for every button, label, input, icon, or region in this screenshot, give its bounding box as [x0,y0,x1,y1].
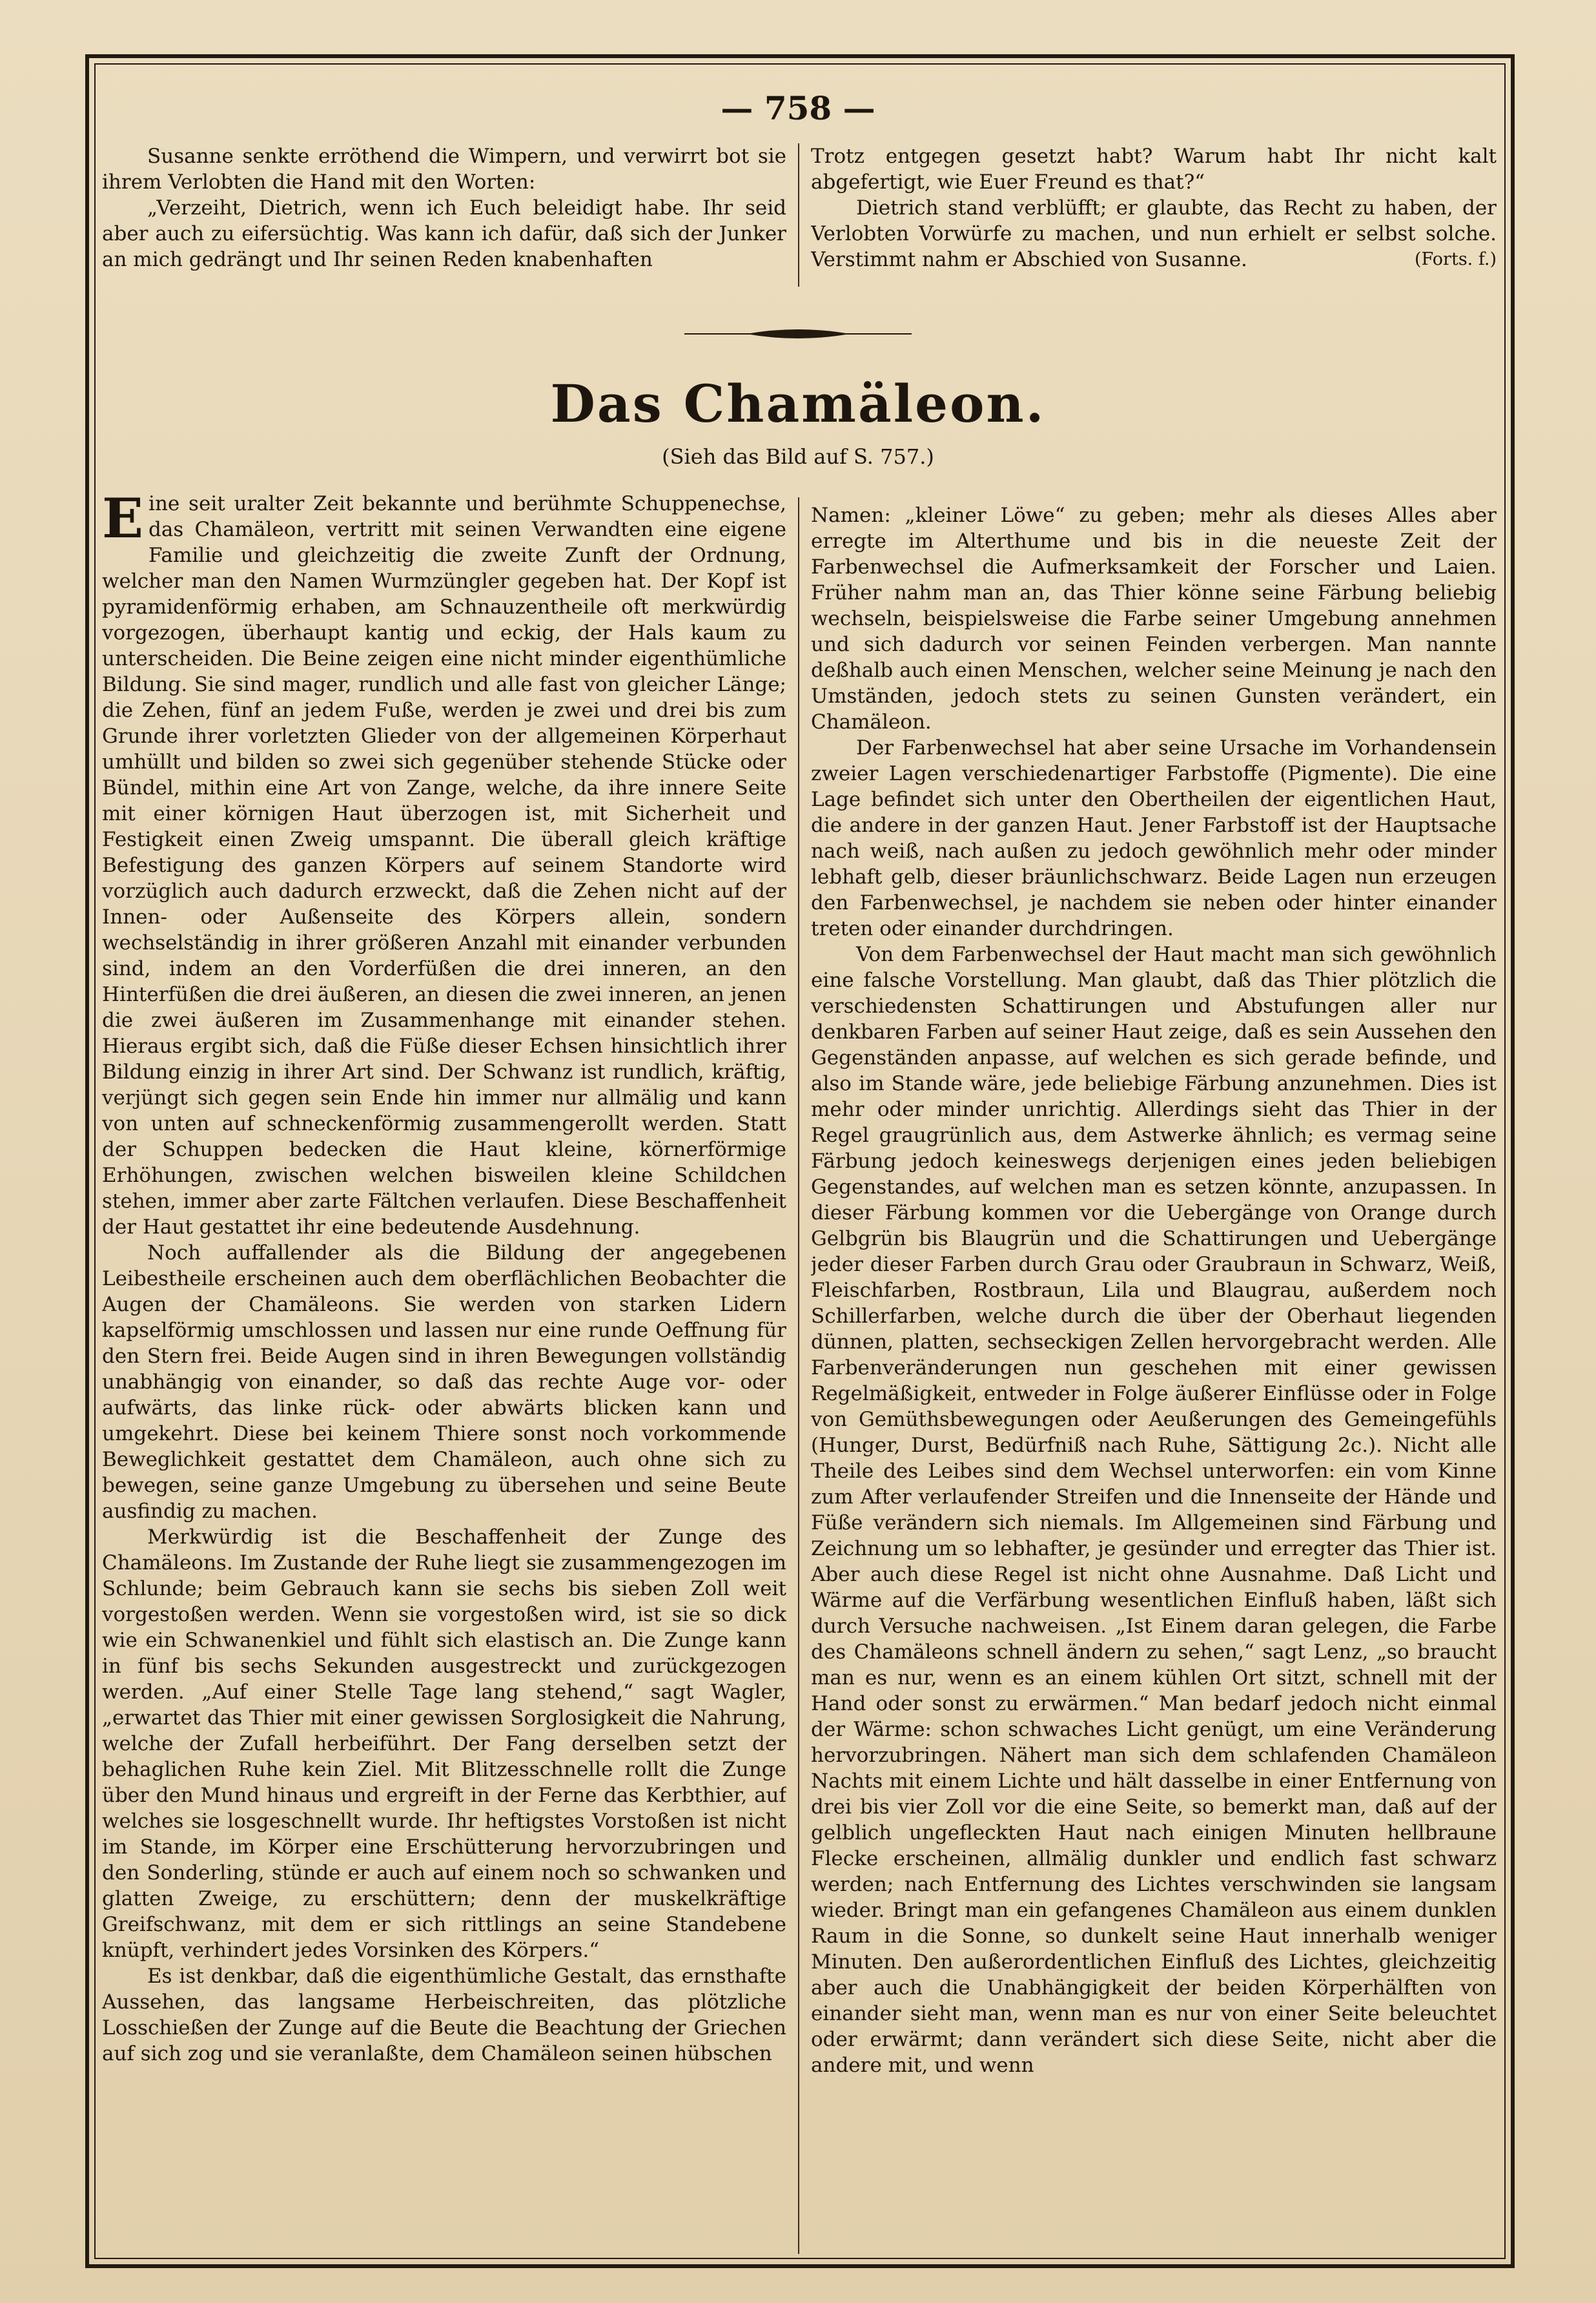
article-paragraph: Noch auffallender als die Bildung der angegebenen Leibestheile erscheinen auch dem oberflächlichen Beobachter die Augen der Chamäleons. Sie werden von starken Lidern kapselförmig umschlossen und lassen nur eine runde Oeffnung für den Stern frei. Beide Augen sind in ihren Bewegungen vollständig unabhängig von einander, so daß das rechte Auge vor- oder aufwärts, das linke rück- oder abwärts blicken kann und umgekehrt. Diese bei keinem Thiere sonst noch vorkommende Beweglichkeit gestattet dem Chamäleon, auch ohne sich zu bewegen, seine ganze Umgebung zu übersehen und seine Beute ausfindig zu machen. [102,1241,786,1523]
serial-paragraph: „Verzeiht, Dietrich, wenn ich Euch beleidigt habe. Ihr seid aber auch zu eifersüchtig. Was kann ich dafür, daß sich der Junker an mich gedrängt und Ihr seinen Reden knabenhaften [102,196,786,271]
article-right-column [811,502,1497,2249]
column-divider-top [798,143,799,287]
article-paragraph: Es ist denkbar, daß die eigenthümliche Gestalt, das ernsthafte Aussehen, das langsame Herbeischreiten, das plötzliche Losschießen der Zunge auf die Beute die Beachtung der Griechen auf sich zog und sie veranlaßte, dem Chamäleon seinen hübschen [102,1965,786,2065]
serial-paragraph-text: Dietrich stand verblüfft; er glaubte, das Recht zu haben, der Verlobten Vorwürfe zu machen, und nun erhielt er selbst solche. Verstimmt nahm er Abschied von Susanne. [811,196,1497,271]
article-paragraph: Von dem Farbenwechsel der Haut macht man sich gewöhnlich eine falsche Vorstellung. Man glaubt, daß das Thier plötzlich die verschiedensten Schattirungen und Abstufungen aller nur denkbaren Farben auf seiner Haut zeige, daß es sein Aussehen den Gegenständen anpasse, auf welchen es sich gerade befinde, und also im Stande wäre, jede beliebige Färbung anzunehmen. Dies ist mehr oder minder unrichtig. Allerdings sieht das Thier in der Regel graugrünlich aus, dem Astwerke ähnlich; es vermag seine Färbung jedoch keineswegs derjenigen eines jeden beliebigen Gegenstandes, auf welchen man es setzen könnte, anzupassen. In dieser Färbung kommen vor die Uebergänge von Orange durch Gelbgrün bis Blaugrün und die Schattirungen und Uebergänge jeder dieser Farben durch Grau oder Graubraun in Schwarz, Weiß, Fleischfarben, Rostbraun, Lila und Blaugrau, außerdem noch Schillerfarben, welche durch die über der Oberhaut liegenden dünnen, platten, sechseckigen Zellen hervorgebracht werden. Alle Farbenveränderungen nun geschehen mit einer gewissen Regelmäßigkeit, entweder in Folge äußerer Einflüsse oder in Folge von Gemüthsbewegungen oder Aeußerungen des Gemeingefühls (Hunger, Durst, Bedürfniß nach Ruhe, Sättigung 2c.). Nicht alle Theile des Leibes sind dem Wechsel unterworfen: ein vom Kinne zum After verlaufender Streifen und die Innenseite der Hände und Füße verändern sich niemals. Im Allgemeinen sind Färbung und Zeichnung um so lebhafter, je gesünder und erregter das Thier ist. Aber auch diese Regel ist nicht ohne Ausnahme. Daß Licht und Wärme auf die Verfärbung wesentlichen Einfluß haben, läßt sich durch Versuche nachweisen. „Ist Einem daran gelegen, die Farbe des Chamäleons schnell ändern zu sehen,“ sagt Lenz, „so braucht man es nur, wenn es an einem kühlen Ort sitzt, schnell mit der Hand oder sonst zu erwärmen.“ Man bedarf jedoch nicht einmal der Wärme: schon schwaches Licht genügt, um eine Veränderung hervorzubringen. Nähert man sich dem schlafenden Chamäleon Nachts mit einem Lichte und hält dasselbe in einer Entfernung von drei bis vier Zoll vor die eine Seite, so bemerkt man, daß auf der gelblich ungefleckten Haut nach einigen Minuten hellbraune Flecke erscheinen, allmälig dunkler und endlich fast schwarz werden; nach Entfernung des Lichtes verschwinden sie langsam wieder. Bringt man ein gefangenes Chamäleon aus einem dunklen Raum in die Sonne, so dunkelt seine Haut innerhalb weniger Minuten. Den außerordentlichen Einfluß des Lichtes, gleichzeitig aber auch die Unabhängigkeit der beiden Körperhälften von einander sieht man, wenn man es nur von einer Seite beleuchtet oder erwärmt; dann verändert sich diese Seite, nicht aber die andere mit, und wenn [811,943,1497,2077]
ornamental-divider [684,326,912,342]
serial-paragraph: Trotz entgegen gesetzt habt? Warum habt Ihr nicht kalt abgefertigt, wie Euer Freund es that?“ [811,145,1497,194]
article-left-column [102,491,786,2238]
article-paragraph: Der Farbenwechsel hat aber seine Ursache im Vorhandensein zweier Lagen verschiedenartiger Farbstoffe (Pigmente). Die eine Lage befindet sich unter den Obertheilen der eigentlichen Haut, die andere in der ganzen Haut. Jener Farbstoff ist der Hauptsache nach weiß, nach außen zu jedoch gewöhnlich mehr oder minder lebhaft gelb, dieser bräunlichschwarz. Beide Lagen nun erzeugen den Farbenwechsel, je nachdem sie neben oder hinter einander treten oder einander durchdringen. [811,736,1497,940]
paragraph-text: ine seit uralter Zeit bekannte und berühmte Schuppenechse, das Chamäleon, vertritt mit seinen Verwandten eine eigene Familie und gleichzeitig die zweite Zunft der Ordnung, welcher man den Namen Wurmzüngler gegeben hat. Der Kopf ist pyramidenförmig erhaben, am Schnauzentheile oft merkwürdig vorgezogen, überhaupt kantig und eckig, der Hals kaum zu unterscheiden. Die Beine zeigen eine nicht minder eigenthümliche Bildung. Sie sind mager, rundlich und alle fast von gleicher Länge; die Zehen, fünf an jedem Fuße, werden je zwei und drei bis zum Grunde ihrer vorletzten Glieder von der allgemeinen Körperhaut umhüllt und bilden so zwei sich gegenüber stehende Stücke oder Bündel, mithin eine Art von Zange, welche, da ihre innere Seite mit einer körnigen Haut überzogen ist, mit Sicherheit und Festigkeit einen Zweig umspannt. Die überall gleich kräftige Befestigung des ganzen Körpers auf seinem Standorte wird vorzüglich auch dadurch erzweckt, daß die Zehen nicht auf der Innen- oder Außenseite des Körpers allein, sondern wechselständig in ihrer größeren Anzahl mit einander verbunden sind, indem an den Vorderfüßen die drei inneren, an den Hinterfüßen die drei äußeren, an diesen die zwei inneren, an jenen die zwei äußeren im Zusammenhange mit einander stehen. Hieraus ergibt sich, daß die Füße dieser Echsen hinsichtlich ihrer Bildung einzig in ihrer Art sind. Der Schwanz ist rundlich, kräftig, verjüngt sich gegen sein Ende hin immer nur allmälig und kann von unten auf schneckenförmig zusammengerollt werden. Statt der Schuppen bedecken die Haut kleine, körnerförmige Erhöhungen, zwischen welchen bisweilen kleine Schildchen stehen, immer aber zarte Fältchen verlaufen. Diese Beschaffenheit der Haut gestattet ihr eine bedeutende Ausdehnung. [102,492,786,1239]
continued-note: (Forts. f.) [1415,249,1497,269]
serial-right-column [811,143,1497,292]
serial-paragraph [811,195,1497,273]
column-divider-article [798,497,799,2254]
page-number: — 758 — [721,89,875,127]
drop-cap: E [102,491,144,550]
serial-left-column [102,143,786,285]
article-subtitle: (Sieh das Bild auf S. 757.) [662,444,934,469]
serial-paragraph: Susanne senkte erröthend die Wimpern, und verwirrt bot sie ihrem Verlobten die Hand mit den Worten: [102,145,786,194]
article-paragraph: Namen: „kleiner Löwe“ zu geben; mehr als dieses Alles aber erregte im Alterthume und bis in die neueste Zeit der Farbenwechsel die Aufmerksamkeit der Forscher und Laien. Früher nahm man an, das Thier könne seine Färbung beliebig wechseln, beispielsweise die Farbe seiner Umgebung annehmen und sich dadurch vor seinen Feinden verbergen. Man nannte deßhalb auch einen Menschen, welcher seine Meinung je nach den Umständen, jedoch stets zu seinen Gunsten verändert, ein Chamäleon. [811,504,1497,734]
article-paragraph: Merkwürdig ist die Beschaffenheit der Zunge des Chamäleons. Im Zustande der Ruhe liegt sie zusammengezogen im Schlunde; beim Gebrauch kann sie sechs bis sieben Zoll weit vorgestoßen werden. Wenn sie vorgestoßen wird, ist sie so dick wie ein Schwanenkiel und fühlt sich elastisch an. Die Zunge kann in fünf bis sechs Sekunden ausgestreckt und zurückgezogen werden. „Auf einer Stelle Tage lang stehend,“ sagt Wagler, „erwartet das Thier mit einer gewissen Sorglosigkeit die Nahrung, welche der Zufall herbeiführt. Der Fang derselben setzt der behaglichen Ruhe kein Ziel. Mit Blitzesschnelle rollt die Zunge über den Mund hinaus und ergreift in der Ferne das Kerbthier, auf welches sie losgeschnellt wurde. Ihr heftigstes Vorstoßen ist nicht im Stande, im Körper eine Erschütterung hervorzubringen und den Sonderling, stünde er auch auf einem noch so schwanken und glatten Zweige, zu erschüttern; denn der muskelkräftige Greifschwanz, mit dem er sich rittlings an seine Standebene knüpft, verhindert jedes Vorsinken des Körpers.“ [102,1525,786,1962]
article-first-paragraph [102,491,786,1240]
article-title: Das Chamäleon. [550,373,1046,434]
